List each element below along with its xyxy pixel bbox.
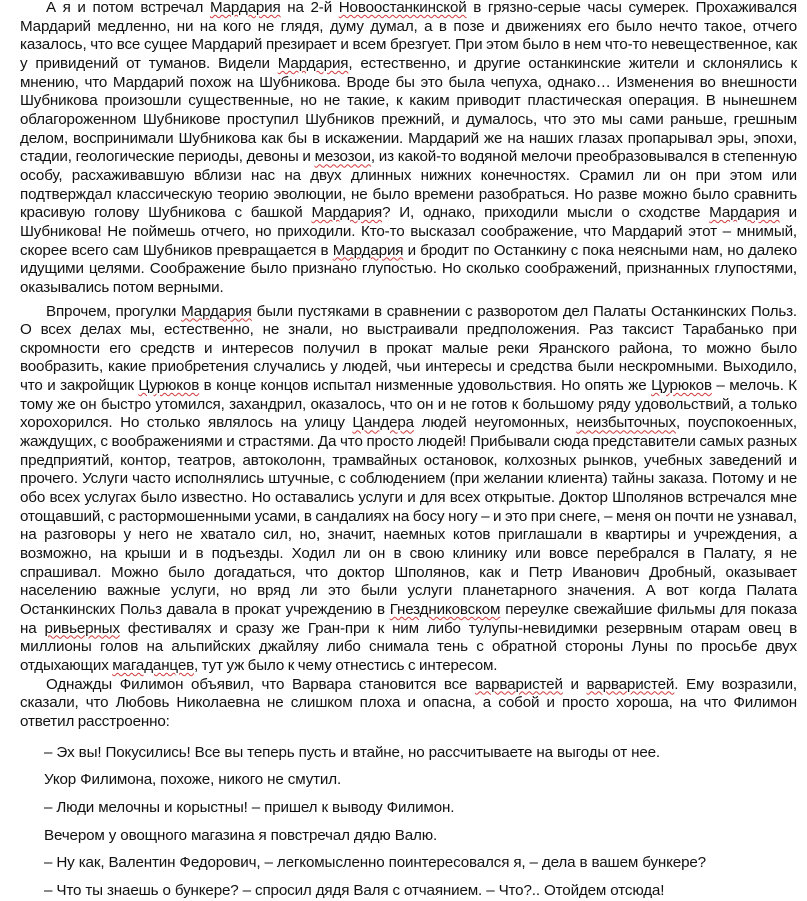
text-run: Впрочем, прогулки <box>46 302 182 320</box>
paragraph-2 <box>20 303 797 676</box>
dialogue-line: – Эх вы! Покусились! Все вы теперь пусть и втайне, но рассчитываете на выгоды от нее. <box>44 743 660 761</box>
text-run: Однажды Филимон объявил, что Варвара становится все <box>46 675 476 693</box>
text-run: переулке свежайшие фильмы для показа на <box>20 601 797 637</box>
misspelled-word[interactable]: Мардария <box>332 241 404 259</box>
text-run: были пустяками в сравнении с разворотом дел Палаты Останкинских Польз. О всех делах мы, естественно, не знали, но выстраивали предположения. Раз таксист Тарабанько при скромности его средств и интересов получил в прокат малые реки Яранского района, то можно было вообразить, какие приобретения случались у людей, чьи интересы и средства были нескромными. Выходило, что и закройщик <box>20 302 797 395</box>
text-run: , из какой-то водяной мелочи преобразовывался в степенную особу, расхаживавшую вблизи нас на двух длинных нижних конечностях. Срамил ли он при этом или подтверждал классическую теорию эволюции, не было времени разобраться. Но разве можно было сравнить красивую голову Шубникова с башкой <box>20 148 797 222</box>
text-run: , тут уж было к чему отнестись с интересом. <box>194 656 498 674</box>
dialogue-line: – Ну как, Валентин Федорович, – легкомысленно поинтересовался я, – дела в вашем бункере? <box>44 854 706 872</box>
misspelled-word[interactable]: варваристей <box>475 675 563 693</box>
text-run: , поуспокоенных, жаждущих, с воображениями и страстями. Да что просто людей! Прибывали сюда представители самых разных предприятий, контор, театров, автоколонн, трамвайных остановок, колхозных рынков, учебных заведений и прочего. Услуги часто исполнялись штучные, с соблюдением (при желании клиента) тайны заказа. Потому и не обо всех услугах было известно. Но оставались услуги и для всех открытые. Доктор Шполянов встречался мне отощавший, с растормошенными усами, в сандалиях на босу ногу – и это при снеге, – меня он почти не узнавал, на разговоры у него не хватало сил, но, значит, наемных котов приглашали в квартиры и учреждения, а возможно, на крыши и в подъезды. Ходил ли он в свою клинику или вовсе перебрался в Палату, я не спрашивал. Можно было догадаться, что доктор Шполянов, как и Петр Иванович Дробный, оказывает населению важные услуги, но вряд ли это были услуги планетарного значения. А вот когда Палата Останкинских Польз давала в прокат учреждению в <box>20 414 797 618</box>
text-run: фестивалях и сразу же Гран-при к ним либо тулупы-невидимки резервным отарам овец в миллионы голов на альпийских джайляу либо снимала тень с обратной стороны Луны по просьбе двух отдыхающих <box>20 619 797 674</box>
misspelled-word[interactable]: Мардария <box>181 302 252 320</box>
misspelled-word[interactable]: Цурюков <box>138 377 200 395</box>
document-page <box>20 0 797 901</box>
text-run: в грязно-серые часы сумерек. Прохаживался Мардарий медленно, ни на кого не глядя, думу думал, а в позе и движениях его было нечто такое, отчего казалось, что все сущее Мардарий презирает и всем брезгует. При этом было в нем что-то невещественное, как у привидений от туманов. Видели <box>20 0 797 72</box>
misspelled-word[interactable]: Мардария <box>209 0 281 16</box>
misspelled-word[interactable]: магаданцев <box>112 656 195 674</box>
misspelled-word[interactable]: Гнездниковском <box>389 601 501 618</box>
dialogue-line: – Что ты знаешь о бункере? – спросил дядя Валя с отчаянием. – Что?.. Отойдем отсюда! <box>44 881 665 899</box>
text-run: людей неугомонных, <box>413 414 577 432</box>
text-run: А я и потом встречал <box>46 0 210 16</box>
misspelled-word[interactable]: ривьерных <box>44 619 120 637</box>
paragraph-3 <box>20 676 797 732</box>
text-run: – мелочь. К тому же он быстро утомился, захандрил, оказалось, что он и не готов к большому ряду удовольствий, а только хорохорился. Но столько являлось на улицу <box>20 377 798 432</box>
text-run: ? И, однако, приходили мысли о сходстве <box>382 204 710 222</box>
misspelled-word[interactable]: Мардария <box>709 204 780 222</box>
text-run: и бродит по Останкину с пока неясными нам, но далеко идущими целями. Соображение было признано глупостью. Но сколько соображений, признанных глупостями, оказывались потом верными. <box>20 241 797 296</box>
dialogue-line: – Люди мелочны и корыстны! – пришел к выводу Филимон. <box>44 798 455 816</box>
text-run: и Шубникова! Не поймешь отчего, но приходили. Кто-то высказал соображение, что Мардарий этот – мнимый, скорее всего сам Шубников превращается в <box>20 204 797 259</box>
misspelled-word[interactable]: неизбыточных <box>576 414 676 432</box>
narration-line: Вечером у овощного магазина я повстречал дядю Валю. <box>44 826 438 844</box>
misspelled-word[interactable]: варваристей <box>586 675 675 693</box>
text-run: . Ему возразили, сказали, что Любовь Николаевна не слишком плоха и опасна, а собой и просто хороша, на что Филимон ответил расстроенно: <box>20 675 797 730</box>
misspelled-word[interactable]: мезозои <box>314 148 371 166</box>
text-run: и <box>562 675 587 693</box>
misspelled-word[interactable]: Новоостанкинской <box>338 0 467 16</box>
narration-line: Укор Филимона, похоже, никого не смутил. <box>44 771 342 789</box>
text-run: на 2-й <box>280 0 339 16</box>
misspelled-word[interactable]: Мардария <box>311 204 383 222</box>
misspelled-word[interactable]: Цурюков <box>651 377 712 395</box>
text-run: в конце концов испытал низменные удовольствия. Но опять же <box>199 377 652 395</box>
misspelled-word[interactable]: Цандера <box>352 414 414 432</box>
text-run: , естественно, и другие останкинские жители и склонялись к мнению, что Мардарий похож на Шубникова. Вроде бы это была чепуха, однако… Изменения во внешности Шубникова произошли существенные, но не такие, к каким приводит пластическая операция. В нынешнем облагороженном Шубникове проступил Шубников прежний, и думалось, что это мы сами раньше, грешным делом, воспринимали Шубникова как бы в искажении. Мардарий же на наших глазах пропарывал эры, эпохи, стадии, геологические периоды, девоны и <box>20 54 798 166</box>
paragraph-1 <box>20 0 797 298</box>
misspelled-word[interactable]: Мардария <box>277 54 349 72</box>
